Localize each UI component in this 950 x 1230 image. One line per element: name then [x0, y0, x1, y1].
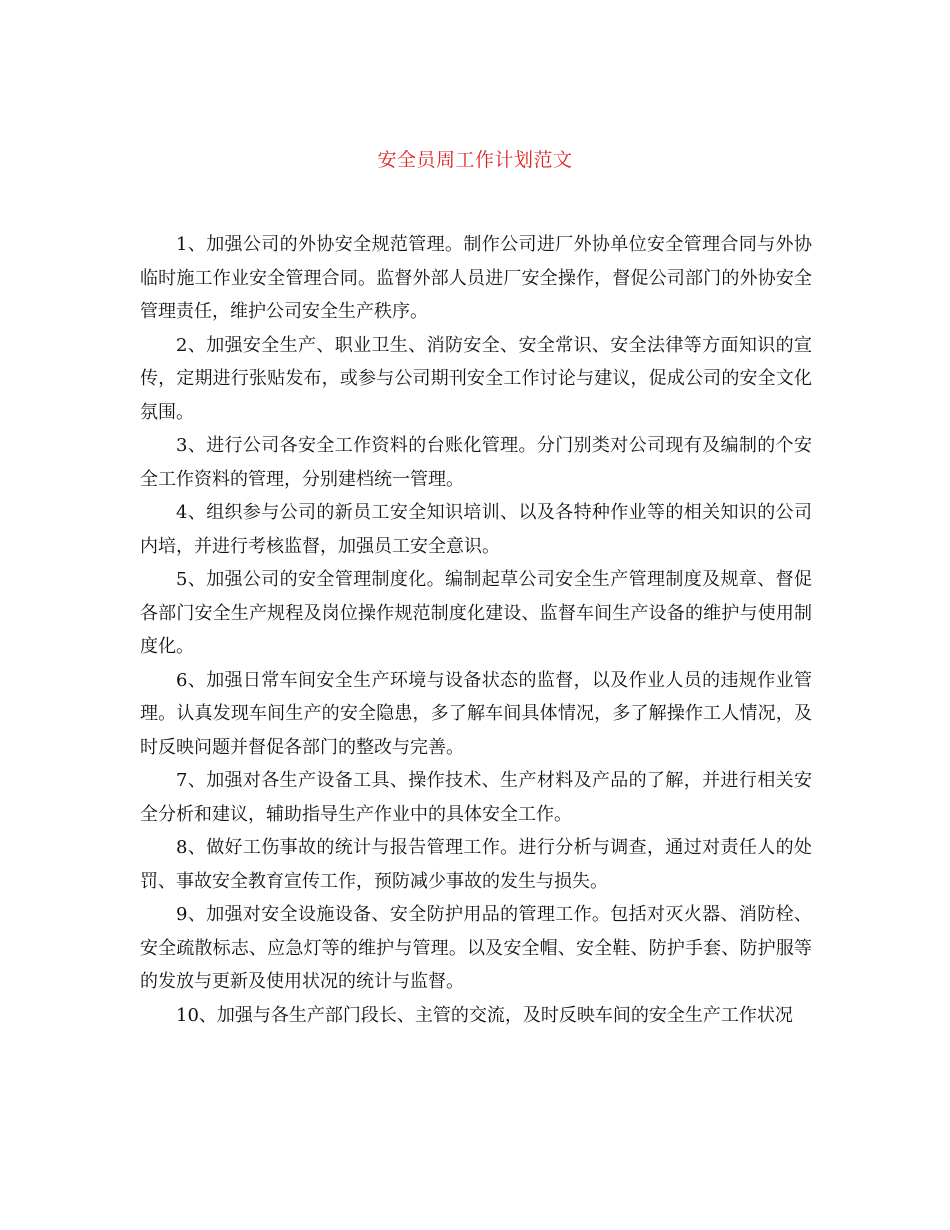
- paragraph-10: 10、加强与各生产部门段长、主管的交流，及时反映车间的安全生产工作状况: [176, 1004, 793, 1026]
- document-body: [140, 228, 812, 1032]
- paragraph-4: 4、组织参与公司的新员工安全知识培训、以及各特种作业等的相关知识的公司内培，并进行考核监督，加强员工安全意识。: [140, 502, 812, 557]
- document-title: 安全员周工作计划范文: [377, 149, 573, 171]
- paragraph-3: 3、进行公司各安全工作资料的台账化管理。分门别类对公司现有及编制的个安全工作资料的管理，分别建档统一管理。: [140, 435, 812, 490]
- paragraph-8: 8、做好工伤事故的统计与报告管理工作。进行分析与调查，通过对责任人的处罚、事故安全教育宣传工作，预防减少事故的发生与损失。: [140, 837, 812, 892]
- paragraph-2: 2、加强安全生产、职业卫生、消防安全、安全常识、安全法律等方面知识的宣传，定期进行张贴发布，或参与公司期刊安全工作讨论与建议，促成公司的安全文化氛围。: [140, 334, 812, 423]
- paragraph-1: 1、加强公司的外协安全规范管理。制作公司进厂外协单位安全管理合同与外协临时施工作业安全管理合同。监督外部人员进厂安全操作，督促公司部门的外协安全管理责任，维护公司安全生产秩序。: [140, 234, 812, 322]
- paragraph-9: 9、加强对安全设施设备、安全防护用品的管理工作。包括对灭火器、消防栓、安全疏散标志、应急灯等的维护与管理。以及安全帽、安全鞋、防护手套、防护服等的发放与更新及使用状况的统计与监督。: [140, 904, 812, 992]
- paragraph-5: 5、加强公司的安全管理制度化。编制起草公司安全生产管理制度及规章、督促各部门安全生产规程及岗位操作规范制度化建设、监督车间生产设备的维护与使用制度化。: [140, 569, 812, 657]
- paragraph-6: 6、加强日常车间安全生产环境与设备状态的监督，以及作业人员的违规作业管理。认真发现车间生产的安全隐患，多了解车间具体情况，多了解操作工人情况，及时反映问题并督促各部门的整改与完善。: [140, 669, 812, 758]
- paragraph-7: 7、加强对各生产设备工具、操作技术、生产材料及产品的了解，并进行相关安全分析和建议，辅助指导生产作业中的具体安全工作。: [140, 770, 812, 825]
